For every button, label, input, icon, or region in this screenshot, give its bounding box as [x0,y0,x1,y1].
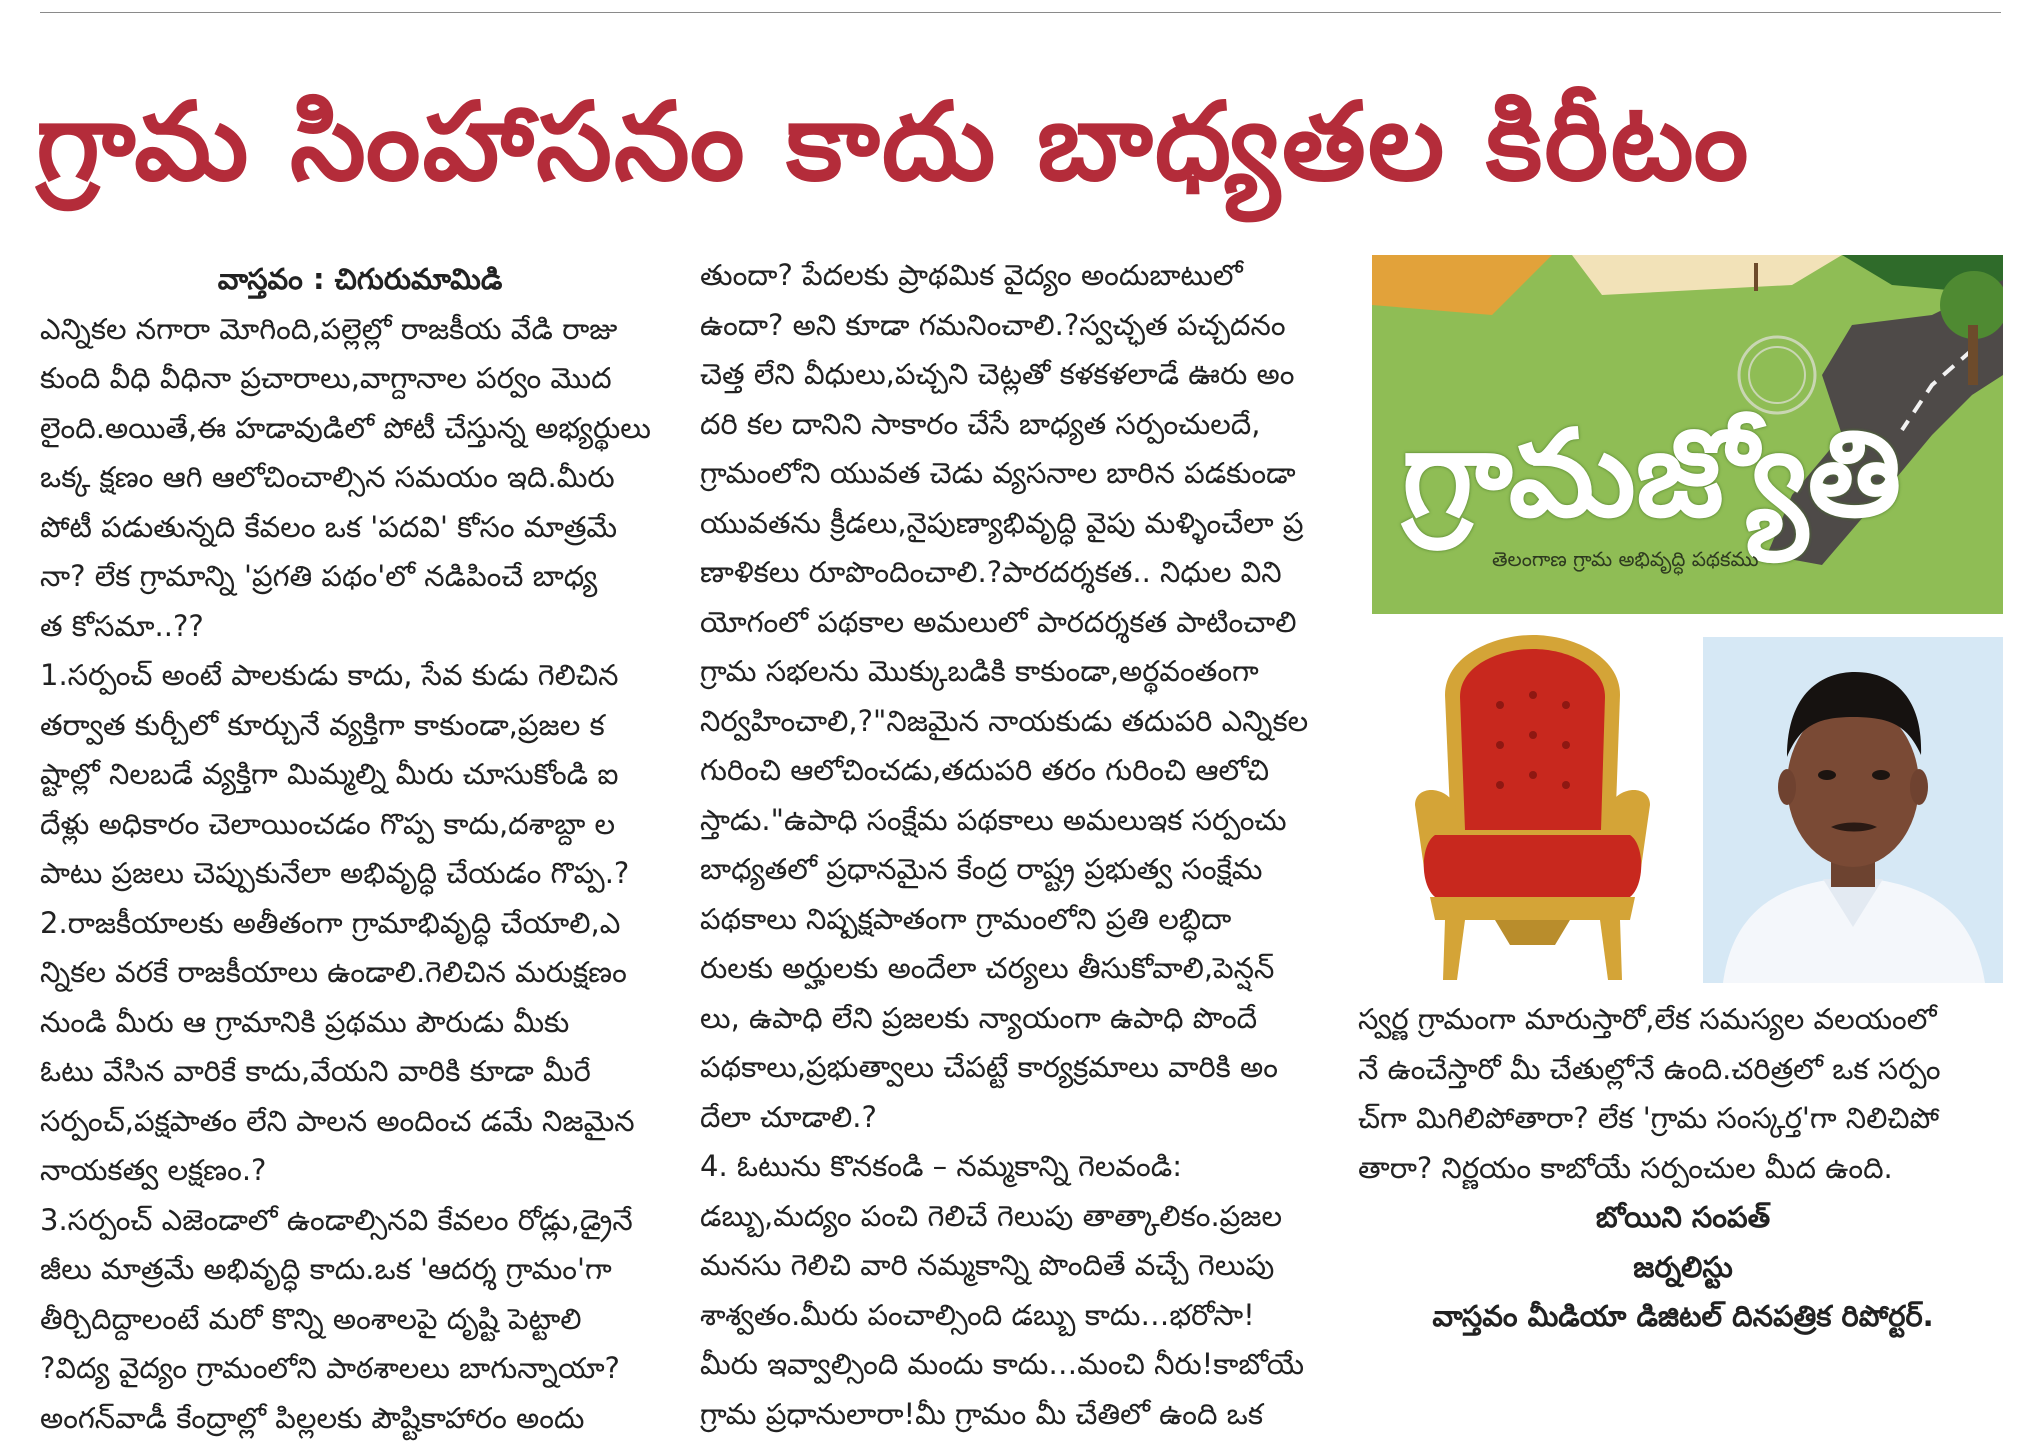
text-line: పథకాలు నిష్పక్షపాతంగా గ్రామంలోని ప్రతి లబ్ధిదా [700,895,1345,945]
top-rule [40,12,2001,13]
text-line: బాధ్యతలో ప్రధానమైన కేంద్ర రాష్ట్ర ప్రభుత్వ సంక్షేమ [700,845,1345,895]
text-line: యోగంలో పథకాల అమలులో పారదర్శకత పాటించాలి [700,598,1345,648]
text-line: న్నికల వరకే రాజకీయాలు ఉండాలి.గెలిచిన మరుక్షణం [40,948,680,998]
article-column-3 [1358,995,2008,1342]
text-line: లైంది.అయితే,ఈ హడావుడిలో పోటీ చేస్తున్న అభ్యర్థులు [40,404,680,454]
text-line: సర్పంచ్,పక్షపాతం లేని పాలన అందించ డమే నిజమైన [40,1097,680,1147]
text-line: ఎన్నికల నగారా మోగింది,పల్లెల్లో రాజకీయ వేడి రాజు [40,305,680,355]
author-role: జర్నలిస్టు [1358,1243,2008,1293]
text-line: శాశ్వతం.మీరు పంచాల్సింది డబ్బు కాదు…భరోసా! [700,1291,1345,1341]
banner-subtitle: తెలంగాణ గ్రామ అభివృద్ధి పథకము [1492,547,1759,576]
text-line: స్వర్ణ గ్రామంగా మారుస్తారో,లేక సమస్యల వలయంలో [1358,995,2008,1045]
text-line: మనసు గెలిచి వారి నమ్మకాన్ని పొందితే వచ్చే గెలుపు [700,1241,1345,1291]
text-line: అంగన్‌వాడీ కేంద్రాల్లో పిల్లలకు పౌష్టికాహారం అందు [40,1394,680,1443]
text-line: చెత్త లేని వీధులు,పచ్చని చెట్లతో కళకళలాడే ఊరు అం [700,350,1345,400]
headline: గ్రామ సింహాసనం కాదు బాధ్యతల కిరీటం [36,58,1996,228]
article-column-2 [700,251,1345,1439]
throne-image [1405,635,1660,983]
text-line: ణాళికలు రూపొందించాలి.?పారదర్శకత.. నిధుల విని [700,548,1345,598]
text-line: తారా? నిర్ణయం కాబోయే సర్పంచుల మీద ఉంది. [1358,1144,2008,1194]
reporter-portrait [1703,637,2003,983]
text-line: పాటు ప్రజలు చెప్పుకునేలా అభివృద్ధి చేయడం గొప్ప.? [40,849,680,899]
text-line: నా? లేక గ్రామాన్ని 'ప్రగతి పథం'లో నడిపించే బాధ్య [40,552,680,602]
text-line: 1.సర్పంచ్ అంటే పాలకుడు కాదు, సేవ కుడు గెలిచిన [40,651,680,701]
byline: వాస్తవం : చిగురుమామిడి [40,255,680,305]
text-line: దేళ్లు అధికారం చెలాయించడం గొప్ప కాదు,దశాబ్దా ల [40,800,680,850]
reporter-photo [1703,637,2003,983]
article-column-1 [40,255,680,1443]
text-line: తుందా? పేదలకు ప్రాథమిక వైద్యం అందుబాటులో [700,251,1345,301]
text-line: 3.సర్పంచ్ ఎజెండాలో ఉండాల్సినవి కేవలం రోడ్లు,డ్రైనే [40,1196,680,1246]
text-line: నిర్వహించాలి,?"నిజమైన నాయకుడు తదుపరి ఎన్నికల [700,697,1345,747]
text-line: ఉందా? అని కూడా గమనించాలి.?స్వచ్ఛత పచ్చదనం [700,301,1345,351]
banner-title: గ్రామజ్యోతి [1402,405,1901,545]
text-line: గ్రామ సభలను మొక్కుబడికి కాకుండా,అర్థవంతంగా [700,647,1345,697]
text-line: లు, ఉపాధి లేని ప్రజలకు న్యాయంగా ఉపాధి పొందే [700,994,1345,1044]
text-line: తర్వాత కుర్చీలో కూర్చునే వ్యక్తిగా కాకుండా,ప్రజల క [40,701,680,751]
text-line: కుంది వీధి వీధినా ప్రచారాలు,వాగ్దానాల పర్వం మొద [40,354,680,404]
author-name: బోయిని సంపత్ [1358,1193,2008,1243]
text-line: డబ్బు,మద్యం పంచి గెలిచే గెలుపు తాత్కాలికం.ప్రజల [700,1192,1345,1242]
text-line: దరి కల దానిని సాకారం చేసే బాధ్యత సర్పంచులదే, [700,400,1345,450]
text-line: దేలా చూడాలి.? [700,1093,1345,1143]
text-line: గ్రామంలోని యువత చెడు వ్యసనాల బారిన పడకుండా [700,449,1345,499]
text-line: స్తాడు."ఉపాధి సంక్షేమ పథకాలు అమలుఇక సర్పంచు [700,796,1345,846]
text-line: చ్‌గా మిగిలిపోతారా? లేక 'గ్రామ సంస్కర్త'గా నిలిచిపో [1358,1094,2008,1144]
text-line: పోటీ పడుతున్నది కేవలం ఒక 'పదవి' కోసం మాత్రమే [40,503,680,553]
text-line: నాయకత్వ లక్షణం.? [40,1146,680,1196]
text-line: ష్టాల్లో నిలబడే వ్యక్తిగా మిమ్మల్ని మీరు చూసుకోండి ఐ [40,750,680,800]
text-line: రులకు అర్హులకు అందేలా చర్యలు తీసుకోవాలి,పెన్షన్ [700,944,1345,994]
text-line: ?విద్య వైద్యం గ్రామంలోని పాఠశాలలు బాగున్నాయా? [40,1344,680,1394]
text-line: మీరు ఇవ్వాల్సింది మందు కాదు…మంచి నీరు!కాబోయే [700,1340,1345,1390]
gramajyothi-banner [1372,255,2003,614]
text-line: 2.రాజకీయాలకు అతీతంగా గ్రామాభివృద్ధి చేయాలి,ఎ [40,899,680,949]
text-line: జీలు మాత్రమే అభివృద్ధి కాదు.ఒక 'ఆదర్శ గ్రామం'గా [40,1245,680,1295]
text-line: గురించి ఆలోచించడు,తదుపరి తరం గురించి ఆలోచి [700,746,1345,796]
text-line: ఓటు వేసిన వారికే కాదు,వేయని వారికి కూడా మీరే [40,1047,680,1097]
text-line: నుండి మీరు ఆ గ్రామానికి ప్రథము పౌరుడు మీకు [40,998,680,1048]
text-line: నే ఉంచేస్తారో మీ చేతుల్లోనే ఉంది.చరిత్రలో ఒక సర్పం [1358,1045,2008,1095]
text-line: ఒక్క క్షణం ఆగి ఆలోచించాల్సిన సమయం ఇది.మీరు [40,453,680,503]
author-organization: వాస్తవం మీడియా డిజిటల్ దినపత్రిక రిపోర్టర్. [1358,1292,2008,1342]
text-line: 4. ఓటును కొనకండి – నమ్మకాన్ని గెలవండి: [700,1142,1345,1192]
text-line: గ్రామ ప్రధానులారా!మీ గ్రామం మీ చేతిలో ఉంది ఒక [700,1390,1345,1440]
text-line: త కోసమా..?? [40,602,680,652]
text-line: యువతను క్రీడలు,నైపుణ్యాభివృద్ధి వైపు మళ్ళించేలా ప్ర [700,499,1345,549]
text-line: పథకాలు,ప్రభుత్వాలు చేపట్టే కార్యక్రమాలు వారికి అం [700,1043,1345,1093]
text-line: తీర్చిదిద్దాలంటే మరో కొన్ని అంశాలపై దృష్టి పెట్టాలి [40,1295,680,1345]
